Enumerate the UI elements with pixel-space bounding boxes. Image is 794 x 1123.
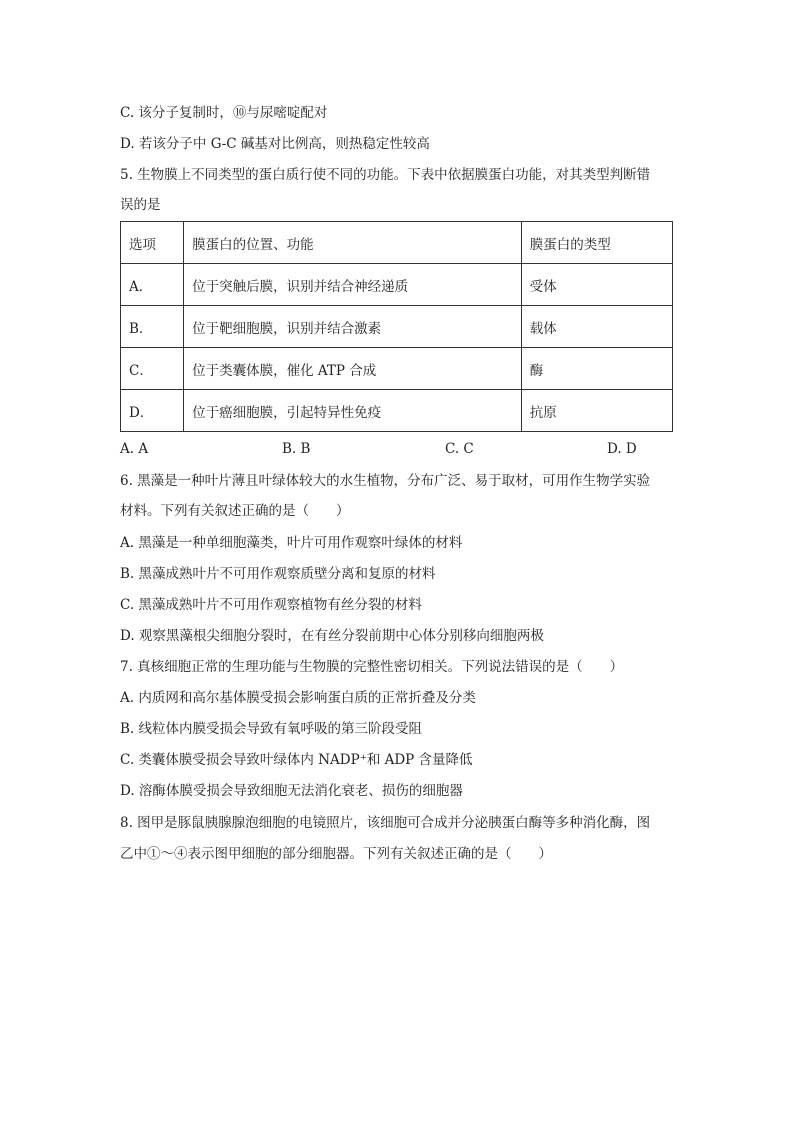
q4-option-c: C. 该分子复制时，⑩与尿嘧啶配对 [120, 105, 328, 121]
q5-stem-line2: 误的是 [120, 197, 161, 213]
table-row [121, 390, 673, 432]
table-cell: A． [121, 264, 184, 306]
table-cell: 载体 [521, 306, 672, 348]
table-cell: 受体 [521, 264, 672, 306]
q7-stem: 7. 真核细胞正常的生理功能与生物膜的完整性密切相关。下列说法错误的是（ ） [120, 659, 624, 675]
q8-stem-line2: 乙中①～④表示图甲细胞的部分细胞器。下列有关叙述正确的是（ ） [120, 846, 552, 862]
q5-option-b: B. B [282, 441, 311, 457]
table-header-cell: 膜蛋白的位置、功能 [184, 222, 522, 264]
table-cell: B． [121, 306, 184, 348]
table-cell: 位于癌细胞膜，引起特异性免疫 [184, 390, 522, 432]
q7-option-b: B. 线粒体内膜受损会导致有氧呼吸的第三阶段受阻 [120, 721, 423, 737]
q7-option-a: A. 内质网和高尔基体膜受损会影响蛋白质的正常折叠及分类 [120, 690, 476, 706]
table-header-cell: 膜蛋白的类型 [521, 222, 672, 264]
table-row [121, 306, 673, 348]
q6-stem-line2: 材料。下列有关叙述正确的是（ ） [120, 503, 350, 519]
table-row [121, 348, 673, 390]
q5-option-a: A. A [120, 441, 149, 457]
table-header-cell: 选项 [121, 222, 184, 264]
q5-option-c: C. C [445, 441, 474, 457]
table-header-row [121, 222, 673, 264]
q6-option-a: A. 黑藻是一种单细胞藻类，叶片可用作观察叶绿体的材料 [120, 535, 463, 551]
q6-option-b: B. 黑藻成熟叶片不可用作观察质壁分离和复原的材料 [120, 566, 436, 582]
table-cell: 位于突触后膜，识别并结合神经递质 [184, 264, 522, 306]
q5-option-d: D. D [607, 441, 637, 457]
q7-option-d: D. 溶酶体膜受损会导致细胞无法消化衰老、损伤的细胞器 [120, 783, 463, 799]
q6-option-c: C. 黑藻成熟叶片不可用作观察植物有丝分裂的材料 [120, 597, 422, 613]
table-cell: 位于类囊体膜，催化 ATP 合成 [184, 348, 522, 390]
table-cell: 位于靶细胞膜，识别并结合激素 [184, 306, 522, 348]
table-row [121, 264, 673, 306]
q7-option-c: C. 类囊体膜受损会导致叶绿体内 NADP⁺和 ADP 含量降低 [120, 752, 473, 768]
q5-table [120, 221, 673, 432]
q8-stem-line1: 8. 图甲是豚鼠胰腺腺泡细胞的电镜照片，该细胞可合成并分泌胰蛋白酶等多种消化酶，图 [120, 815, 651, 831]
table-cell: 酶 [521, 348, 672, 390]
q4-option-d: D. 若该分子中 G-C 碱基对比例高，则热稳定性较高 [120, 136, 430, 152]
table-cell: C． [121, 348, 184, 390]
table-cell: D． [121, 390, 184, 432]
q6-stem-line1: 6. 黑藻是一种叶片薄且叶绿体较大的水生植物，分布广泛、易于取材，可用作生物学实验 [120, 473, 651, 489]
table-cell: 抗原 [521, 390, 672, 432]
q6-option-d: D. 观察黑藻根尖细胞分裂时，在有丝分裂前期中心体分别移向细胞两极 [120, 628, 544, 644]
q5-stem-line1: 5. 生物膜上不同类型的蛋白质行使不同的功能。下表中依据膜蛋白功能，对其类型判断错 [120, 167, 651, 183]
